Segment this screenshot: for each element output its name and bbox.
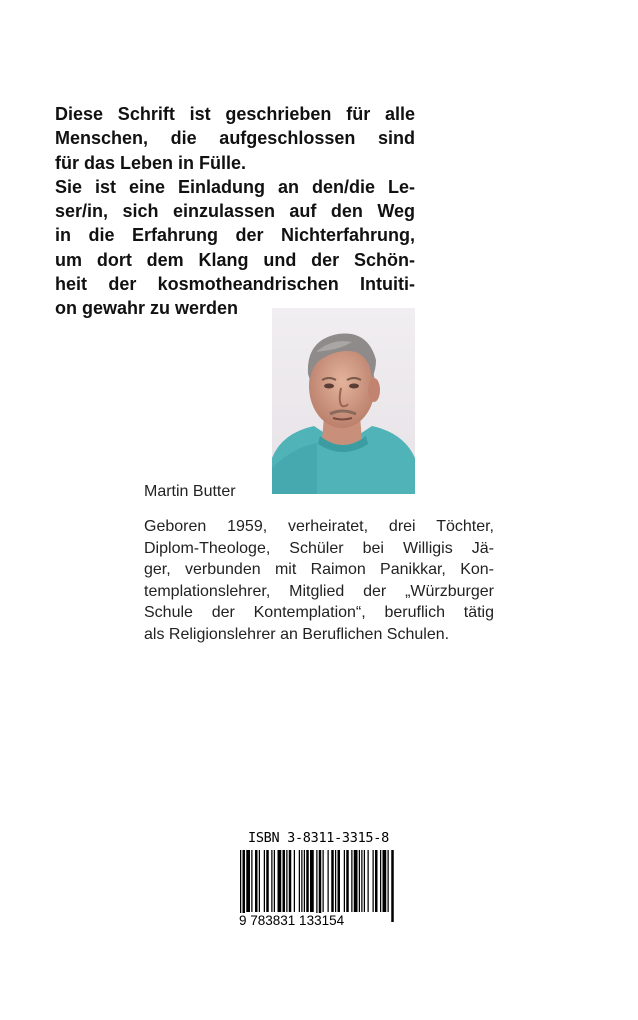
barcode-bar [383,850,387,912]
author-name: Martin Butter [144,483,236,500]
blurb-line: um dort dem Klang und der Schön- [55,249,415,270]
bio-line: templationslehrer, Mitglied der „Würzburger [144,582,494,600]
barcode-bar [243,850,246,922]
barcode-bar [246,850,250,912]
barcode-bar [375,850,378,912]
barcode-bar [255,850,258,912]
barcode-bar [368,850,369,912]
barcode-bar [264,850,265,912]
barcode-bar [354,850,358,912]
author-photo [272,308,415,494]
blurb-line: on gewahr zu werden [55,298,239,319]
barcode-bar [310,850,314,912]
barcode-number: 9 783831 133154 [239,913,345,928]
barcode-bar [294,850,295,912]
blurb-line: in die Erfahrung der Nichterfahrung, [55,225,415,246]
barcode-bar [240,850,241,922]
barcode-bar [323,850,324,912]
barcode-bar [373,850,374,912]
barcode-bar [331,850,334,912]
barcode-bar [351,850,352,912]
barcode-bar [328,850,329,912]
barcode-bar [359,850,360,912]
author-bio [144,516,494,646]
back-cover-blurb [55,102,415,321]
barcode-bar [346,850,349,912]
blurb-line: heit der kosmotheandrischen Intuiti- [55,274,415,295]
barcode-bar [319,850,322,922]
barcode-bar [380,850,381,912]
barcode-bar [388,850,389,912]
blurb-line: Sie ist eine Einladung an den/die Le- [55,176,415,197]
barcode-bar [289,850,292,912]
isbn-label: ISBN 3-8311-3315-8 [248,830,389,846]
barcode-bar [338,850,341,912]
bio-line: Diplom-Theologe, Schüler bei Willigis Jä- [144,539,494,557]
blurb-line: Menschen, die aufgeschlossen sind [55,128,415,149]
barcode-bar [364,850,365,912]
barcode-bar [316,850,317,922]
barcode-bar [301,850,302,912]
barcode-bar [391,850,394,922]
barcode-bar [274,850,275,912]
blurb-line: Diese Schrift ist geschrieben für alle [55,104,415,124]
barcode-bar [283,850,286,912]
barcode-bar [299,850,300,912]
barcode-bar [271,850,272,912]
barcode-bar [361,850,362,912]
blurb-line: ser/in, sich einzulassen auf den Weg [55,201,415,222]
barcode-bar [306,850,309,912]
bio-line: als Religionslehrer an Beruflichen Schulen. [144,625,450,643]
barcode-bar [278,850,282,912]
barcode-bar [344,850,345,912]
barcode-bar [251,850,252,912]
barcode-bar [259,850,260,912]
blurb-line: für das Leben in Fülle. [55,152,247,173]
barcode-bar [335,850,336,912]
bio-line: Schule der Kontemplation“, beruflich tätig [144,604,494,622]
barcode-bar [286,850,287,912]
barcode-bar [304,850,305,912]
bio-line: Geboren 1959, verheiratet, drei Töchter, [144,518,494,535]
bio-line: ger, verbunden mit Raimon Panikkar, Kon- [144,561,494,579]
barcode-bar [266,850,269,912]
